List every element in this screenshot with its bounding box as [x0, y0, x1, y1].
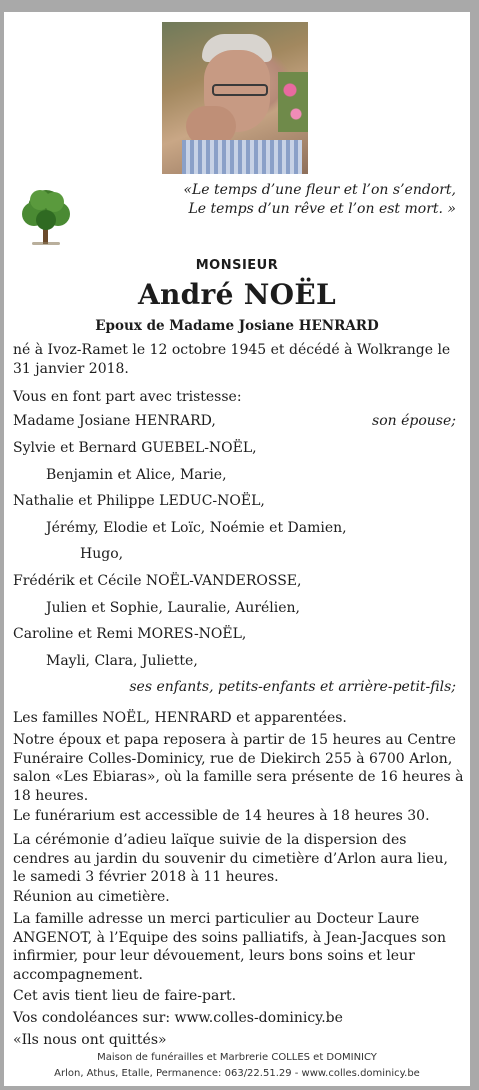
- footer-company: Maison de funérailles et Marbrerie COLLES et DOMINICY: [97, 1052, 377, 1063]
- family-line: Benjamin et Alice, Marie,: [46, 467, 227, 483]
- quote-line-1: «Le temps d’une fleur et l’on s’endort,: [183, 182, 456, 198]
- family-line: Caroline et Remi MORES-NOËL,: [13, 626, 247, 642]
- paragraph-notice: Cet avis tient lieu de faire-part.: [13, 988, 237, 1004]
- paragraph-thanks: La famille adresse un merci particulier au Docteur Laure ANGENOT, à l’Equipe des soins palliatifs, à Jean-Jacques son infirmier, pour leur dévouement, leurs bons soins et leur accompagnement.: [13, 911, 446, 983]
- paragraph-closing: «Ils nous ont quittés»: [13, 1032, 167, 1048]
- family-line: Mayli, Clara, Juliette,: [46, 653, 198, 669]
- portrait-glasses: [212, 84, 268, 96]
- family-line: Nathalie et Philippe LEDUC-NOËL,: [13, 493, 265, 509]
- paragraph-condolences: Vos condoléances sur: www.colles-dominicy.be: [13, 1010, 343, 1026]
- obituary-notice: [4, 12, 470, 1086]
- flowers-background: [278, 72, 308, 132]
- honorific: MONSIEUR: [195, 258, 279, 273]
- family-line: Hugo,: [80, 546, 124, 562]
- family-wife-role: son épouse;: [372, 413, 456, 429]
- intro-text: Vous en font part avec tristesse:: [13, 389, 242, 405]
- spouse-line: Epoux de Madame Josiane HENRARD: [95, 318, 379, 334]
- portrait-shirt: [182, 140, 302, 174]
- quote-line-2: Le temps d’un rêve et l’on est mort. »: [188, 201, 456, 217]
- family-children-role: ses enfants, petits-enfants et arrière-petit-fils;: [129, 679, 456, 695]
- portrait-photo: [162, 22, 308, 174]
- birth-death-text: né à Ivoz-Ramet le 12 octobre 1945 et décédé à Wolkrange le 31 janvier 2018.: [13, 342, 451, 377]
- tree-icon: [14, 184, 78, 248]
- family-line: Sylvie et Bernard GUEBEL-NOËL,: [13, 440, 257, 456]
- paragraph-hours: Le funérarium est accessible de 14 heures à 18 heures 30.: [13, 808, 430, 824]
- family-line: Jérémy, Elodie et Loïc, Noémie et Damien,: [46, 520, 347, 536]
- paragraph-families: Les familles NOËL, HENRARD et apparentées.: [13, 710, 347, 726]
- paragraph-ceremony: La cérémonie d’adieu laïque suivie de la dispersion des cendres au jardin du souvenir du cimetière d’Arlon aura lieu, le samedi 3 février 2018 à 11 heures.: [13, 832, 448, 885]
- deceased-name: André NOËL: [138, 278, 336, 311]
- family-line: Julien et Sophie, Lauralie, Aurélien,: [46, 600, 301, 616]
- paragraph-viewing: Notre époux et papa reposera à partir de 15 heures au Centre Funéraire Colles-Dominicy, rue de Diekirch 255 à 6700 Arlon, salon «Les Ebiaras», où la famille sera présente de 16 heures à 18 heures.: [13, 732, 464, 804]
- footer-contact: Arlon, Athus, Etalle, Permanence: 063/22.51.29 - www.colles.dominicy.be: [54, 1068, 420, 1079]
- paragraph-reunion: Réunion au cimetière.: [13, 889, 170, 905]
- family-wife-name: Madame Josiane HENRARD,: [13, 413, 216, 429]
- family-line: Frédérik et Cécile NOËL-VANDEROSSE,: [13, 573, 302, 589]
